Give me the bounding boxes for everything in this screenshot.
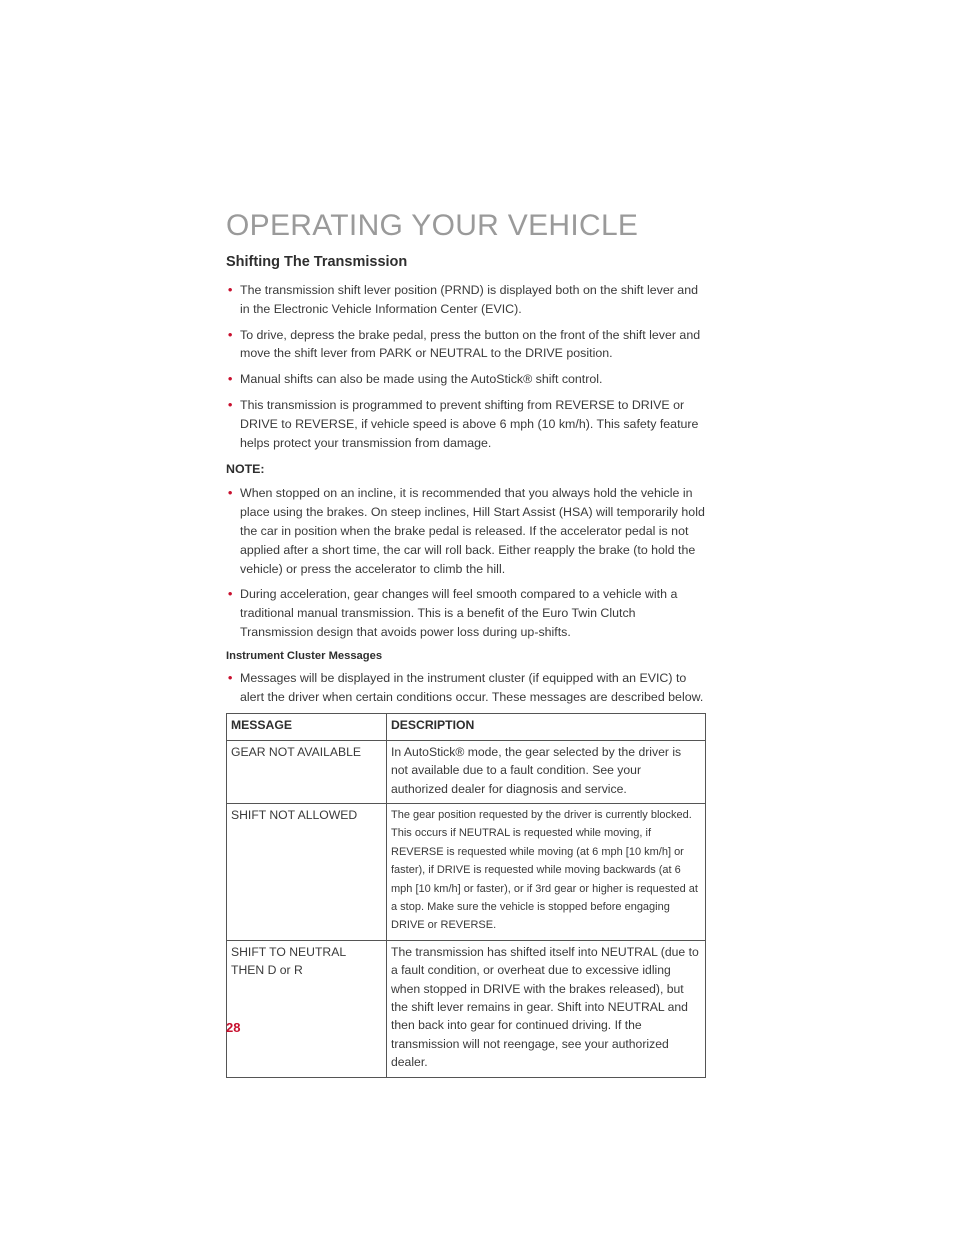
note-label: NOTE:: [226, 462, 265, 477]
list-item: [226, 281, 710, 319]
bullet-icon: •: [228, 587, 233, 602]
section-header: OPERATING YOUR VEHICLE: [226, 209, 639, 242]
message-cell: SHIFT TO NEUTRAL THEN D or R: [227, 940, 387, 1077]
cluster-heading: Instrument Cluster Messages: [226, 649, 383, 662]
note-text: When stopped on an incline, it is recommended that you always hold the vehicle in place using the brakes. On steep inclines, Hill Start Assist (HSA) will temporarily hold the car in position when the brake pedal is released. If the accelerator pedal is not applied after a short time, the car will roll back. Either reapply the brake (to hold the vehicle) or press the accelerator to climb the hill.: [240, 486, 705, 576]
page-number: 28: [226, 1020, 241, 1035]
note-text: During acceleration, gear changes will feel smooth compared to a vehicle with a traditional manual transmission. This is a benefit of the Euro Twin Clutch Transmission design that avoids power loss during up-shifts.: [240, 587, 678, 639]
page-title: Shifting The Transmission: [226, 254, 408, 270]
note-item: [226, 484, 710, 578]
note-item: [226, 585, 710, 641]
list-item: [226, 326, 710, 364]
bullet-icon: •: [228, 372, 233, 387]
column-header-message: MESSAGE: [227, 714, 387, 740]
bullet-text: This transmission is programmed to prevent shifting from REVERSE to DRIVE or DRIVE to REVERSE, if vehicle speed is above 6 mph (10 km/h). This safety feature helps protect your transmission from damage.: [240, 397, 699, 450]
column-header-description: DESCRIPTION: [387, 714, 706, 740]
description-cell: In AutoStick® mode, the gear selected by the driver is not available due to a fault condition. See your authorized dealer for diagnosis and service.: [387, 740, 706, 803]
bullet-icon: •: [228, 670, 233, 685]
description-cell: The gear position requested by the driver is currently blocked. This occurs if NEUTRAL is requested while moving, if REVERSE is requested while moving (at 6 mph [10 km/h] or faster), if DRIVE is requested while moving backwards (at 6 mph [10 km/h] or faster), or if 3rd gear or higher is requested at a stop. Make sure the vehicle is stopped before engaging DRIVE or REVERSE.: [387, 803, 706, 940]
messages-table: [226, 713, 706, 1077]
list-item: [226, 370, 710, 389]
table-header-row: [227, 714, 706, 740]
description-cell: The transmission has shifted itself into NEUTRAL (due to a fault condition, or overheat due to excessive idling when stopped in DRIVE with the brakes released), but the shift lever remains in gear. Shift into NEUTRAL and then back into gear for continued driving. If the transmission will not reengage, see your authorized dealer.: [387, 940, 706, 1077]
message-cell: SHIFT NOT ALLOWED: [227, 803, 387, 940]
main-content: [226, 252, 710, 1078]
bullet-icon: •: [228, 283, 233, 297]
table-row: [227, 940, 706, 1077]
list-item: [226, 669, 710, 707]
bullet-text: Messages will be displayed in the instrument cluster (if equipped with an EVIC) to alert the driver when certain conditions occur. These messages are described below.: [240, 670, 704, 704]
bullet-text: Manual shifts can also be made using the AutoStick® shift control.: [240, 372, 603, 387]
table-row: [227, 803, 706, 940]
table-row: [227, 740, 706, 803]
bullet-icon: •: [228, 397, 233, 412]
bullet-text: The transmission shift lever position (PRND) is displayed both on the shift lever and in the Electronic Vehicle Information Center (EVIC).: [240, 283, 698, 316]
bullet-text: To drive, depress the brake pedal, press the button on the front of the shift lever and move the shift lever from PARK or NEUTRAL to the DRIVE position.: [240, 327, 701, 361]
list-item: [226, 396, 710, 452]
message-cell: GEAR NOT AVAILABLE: [227, 740, 387, 803]
bullet-icon: •: [228, 327, 233, 342]
bullet-icon: •: [228, 486, 233, 501]
